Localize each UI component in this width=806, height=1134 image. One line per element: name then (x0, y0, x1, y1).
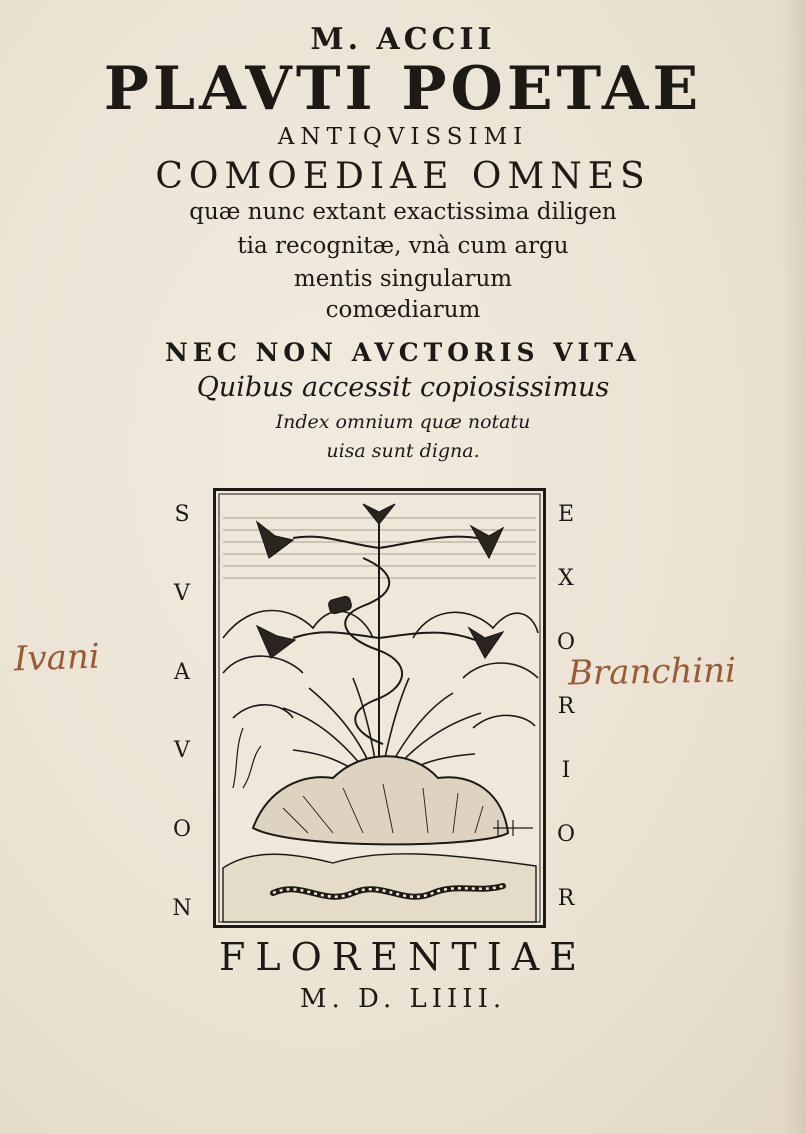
vita-line: NEC NON AVCTORIS VITA (165, 338, 641, 367)
motto-letter: A (174, 659, 190, 685)
index-line-3: uisa sunt digna. (326, 440, 480, 462)
motto-letter: N (172, 895, 192, 921)
motto-letter: O (172, 817, 192, 843)
description-line-4: comœdiarum (325, 297, 481, 323)
index-line-1: Quibus accessit copiosissimus (196, 372, 610, 403)
manuscript-inscription-right: Branchini (567, 650, 737, 694)
motto-letter: R (557, 694, 575, 719)
index-line-2: Index omnium quæ notatu (275, 411, 531, 433)
motto-letter: V (174, 580, 190, 606)
motto-left (168, 504, 196, 920)
printers-device-woodcut (213, 488, 546, 928)
author-name: PLAVTI POETAE (103, 54, 703, 124)
manuscript-inscription-left: Ivani (13, 636, 101, 680)
motto-letter: E (557, 502, 575, 527)
motto-right (552, 504, 580, 910)
motto-letter: I (561, 758, 571, 783)
motto-letter: X (558, 566, 574, 591)
author-epithet: ANTIQVISSIMI (277, 124, 529, 150)
motto-letter: O (556, 822, 576, 847)
imprint-date: M. D. LIIII. (299, 984, 507, 1014)
work-title: COMOEDIAE OMNES (155, 156, 651, 197)
motto-letter: R (557, 886, 575, 911)
imprint-place: FLORENTIAE (219, 935, 587, 979)
author-praenomen: M. ACCII (310, 22, 496, 57)
description-line-3: mentis singularum (293, 266, 513, 292)
motto-letter: V (174, 738, 190, 764)
motto-letter: S (174, 502, 190, 527)
description-line-1: quæ nunc extant exactissima diligen (189, 199, 617, 225)
description-line-2: tia recognitæ, vnà cum argu (237, 233, 569, 259)
motto-letter: O (556, 630, 576, 655)
